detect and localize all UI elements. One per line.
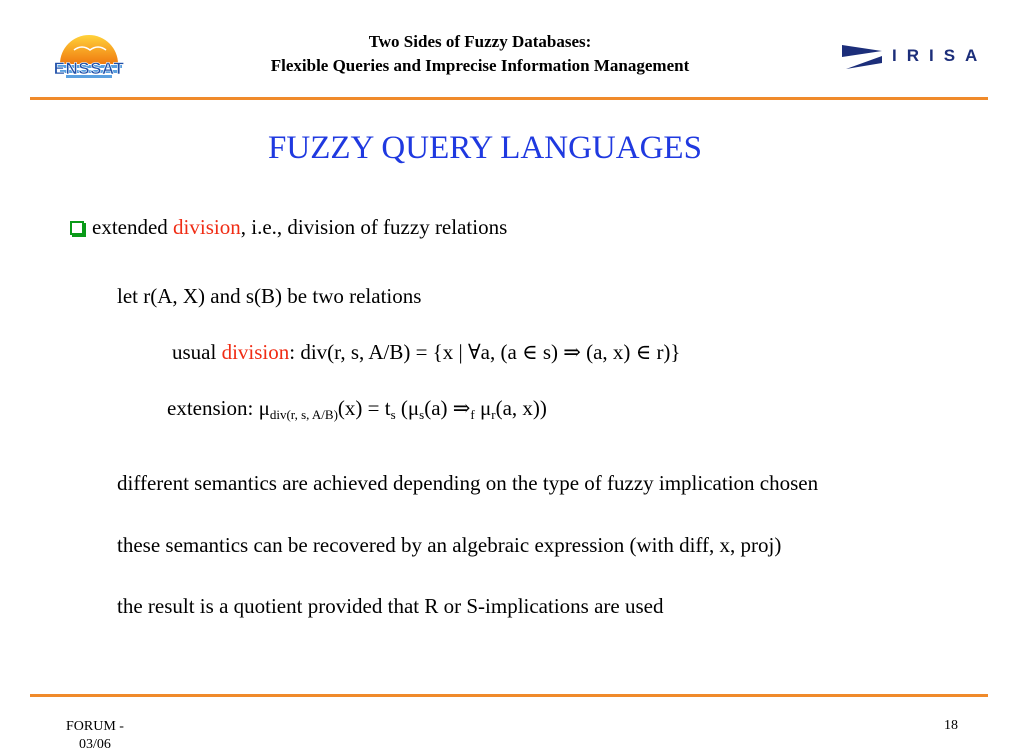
extension-line	[167, 396, 547, 423]
page-number: 18	[944, 718, 958, 733]
usual-highlight: division	[221, 340, 290, 364]
extension-part4: (a) ⇒	[424, 396, 471, 420]
header-title	[180, 30, 780, 78]
statement-semantics: different semantics are achieved depending on the type of fuzzy implication chosen	[117, 471, 819, 495]
let-line: let r(A, X) and s(B) be two relations	[117, 284, 422, 308]
footer-left-line2: 03/06	[79, 737, 111, 752]
usual-division-line	[172, 340, 681, 365]
bullet-highlight: division	[173, 215, 241, 239]
statement-algebraic: these semantics can be recovered by an algebraic expression (with diff, x, proj)	[117, 533, 782, 557]
extension-sub-mur: r	[491, 407, 496, 422]
usual-formula: : div(r, s, A/B) = {x | ∀a, (a ∈ s) ⇒ (a, x) ∈ r)}	[289, 340, 681, 364]
extension-part5: μ	[474, 396, 492, 420]
footer-rule	[30, 694, 988, 697]
footer-left	[50, 718, 140, 754]
header-title-line2: Flexible Queries and Imprecise Information Management	[270, 56, 690, 75]
header-title-line1: Two Sides of Fuzzy Databases:	[368, 32, 592, 51]
bullet-suffix: , i.e., division of fuzzy relations	[240, 215, 508, 239]
enssat-logo	[36, 26, 142, 84]
footer-left-line1: FORUM -	[66, 719, 124, 734]
irisa-logo-text: IRISA	[892, 46, 988, 65]
extension-sub-div: div(r, s, A/B)	[269, 407, 338, 422]
extension-part6: (a, x))	[495, 396, 547, 420]
irisa-logo	[842, 43, 992, 73]
extension-sub-mus: s	[419, 407, 425, 422]
bullet-item	[70, 215, 507, 240]
header-rule	[30, 97, 988, 100]
extension-sub-f: f	[470, 407, 475, 422]
extension-sub-ts: s	[390, 407, 396, 422]
enssat-logo-text: ENSSAT	[53, 59, 125, 78]
usual-prefix: usual	[172, 340, 222, 364]
statement-quotient: the result is a quotient provided that R or S-implications are used	[117, 594, 664, 618]
extension-label: extension: μ	[167, 396, 270, 420]
checkbox-bullet-icon	[70, 221, 84, 235]
extension-part3: (μ	[395, 396, 420, 420]
extension-part2: (x) = t	[337, 396, 391, 420]
bullet-prefix: extended	[92, 215, 174, 239]
irisa-flag-icon	[842, 43, 884, 71]
slide-title: FUZZY QUERY LANGUAGES	[268, 130, 702, 166]
